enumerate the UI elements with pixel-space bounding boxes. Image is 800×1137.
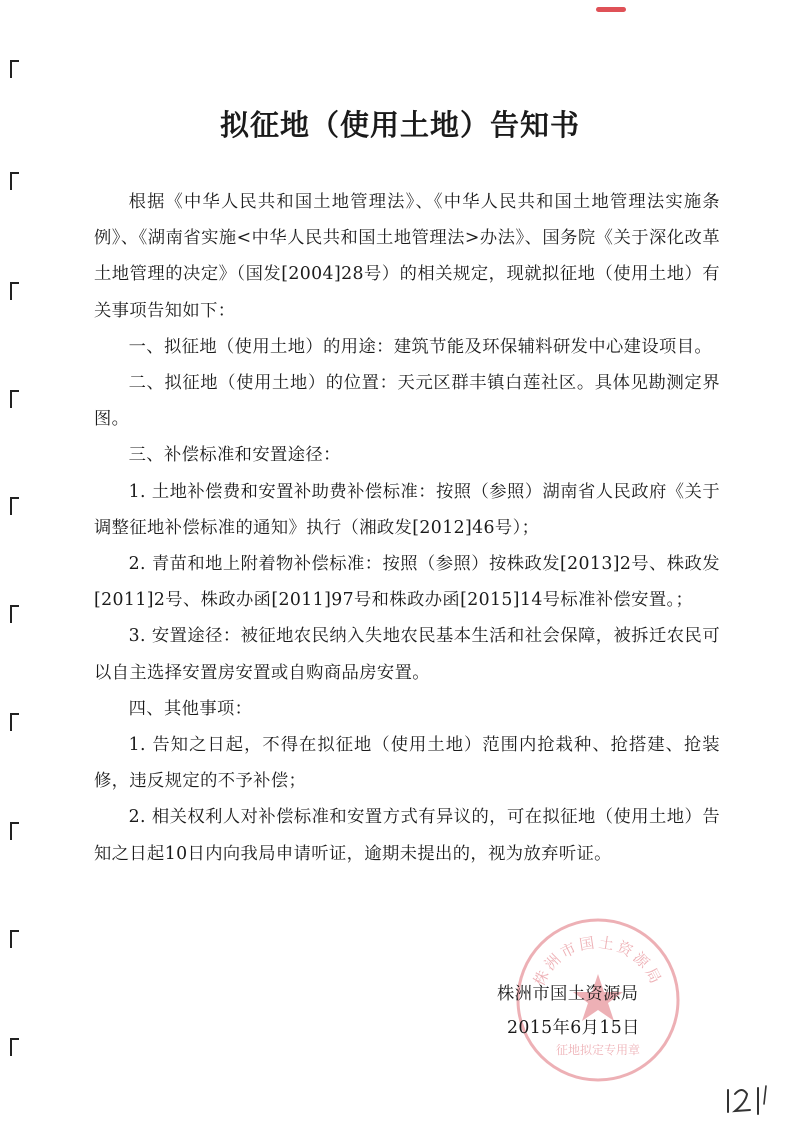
handwritten-page-number bbox=[722, 1082, 774, 1116]
document-title: 拟征地（使用土地）告知书 bbox=[219, 108, 580, 142]
document-body bbox=[94, 184, 720, 872]
compensation-item-3: 3. 安置途径：被征地农民纳入失地农民基本生活和社会保障，被拆迁农民可以自主选择安置房安置或自购商品房安置。 bbox=[94, 626, 720, 683]
intro-paragraph: 根据《中华人民共和国土地管理法》、《中华人民共和国土地管理法实施条例》、《湖南省实施<中华人民共和国土地管理法>办法》、国务院《关于深化改革土地管理的决定》（国发[2004]28号）的相关规定，现就拟征地（使用土地）有关事项告知如下： bbox=[94, 192, 720, 321]
issue-date: 2015年6月15日 bbox=[507, 1018, 640, 1038]
section-other-heading: 四、其他事项： bbox=[128, 698, 253, 719]
binding-mark bbox=[10, 390, 19, 408]
svg-text:征地拟定专用章: 征地拟定专用章 bbox=[555, 1043, 641, 1057]
binding-mark bbox=[10, 605, 19, 623]
binding-mark bbox=[10, 497, 19, 515]
binding-mark bbox=[10, 1038, 19, 1056]
svg-text:株洲市国土资源局: 株洲市国土资源局 bbox=[530, 933, 666, 989]
compensation-item-2: 2. 青苗和地上附着物补偿标准：按照（参照）按株政发[2013]2号、株政发[2011]2号、株政办函[2011]97号和株政办函[2015]14号标准补偿安置。； bbox=[94, 554, 720, 611]
binding-mark bbox=[10, 60, 19, 78]
other-item-1: 1. 告知之日起，不得在拟征地（使用土地）范围内抢栽种、抢搭建、抢装修，违反规定的不予补偿； bbox=[94, 735, 720, 792]
binding-mark bbox=[10, 172, 19, 190]
binding-mark bbox=[10, 713, 19, 731]
binding-mark bbox=[10, 822, 19, 840]
section-compensation-heading: 三、补偿标准和安置途径： bbox=[128, 445, 341, 466]
red-ink-mark bbox=[596, 7, 626, 12]
binding-mark bbox=[10, 930, 19, 948]
binding-hole-marks bbox=[10, 0, 24, 1137]
section-purpose: 一、拟征地（使用土地）的用途：建筑节能及环保辅料研发中心建设项目。 bbox=[128, 336, 713, 357]
binding-mark bbox=[10, 282, 19, 300]
compensation-item-1: 1. 土地补偿费和安置补助费补偿标准：按照（参照）湖南省人民政府《关于调整征地补偿标准的通知》执行（湘政发[2012]46号）； bbox=[94, 481, 720, 538]
section-location: 二、拟征地（使用土地）的位置：天元区群丰镇白莲社区。具体见勘测定界图。 bbox=[94, 373, 720, 430]
issuing-organization: 株洲市国土资源局 bbox=[497, 984, 639, 1004]
other-item-2: 2. 相关权利人对补偿标准和安置方式有异议的，可在拟征地（使用土地）告知之日起10日内向我局申请听证，逾期未提出的，视为放弃听证。 bbox=[94, 807, 720, 864]
